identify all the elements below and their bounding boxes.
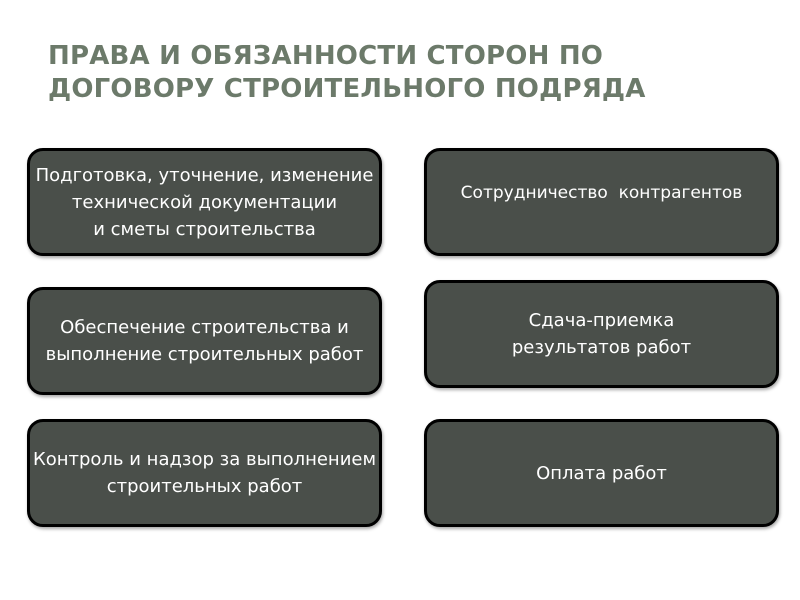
- box-control-supervision-line-2: строительных работ: [106, 476, 303, 497]
- slide-title: [48, 40, 768, 106]
- box-control-supervision: [27, 419, 382, 527]
- box-documentation-line-1: Подготовка, уточнение, изменение: [35, 164, 374, 186]
- box-payment-line-1: Оплата работ: [536, 462, 667, 484]
- box-cooperation-line-1: Сотрудничество контрагентов: [460, 183, 743, 203]
- box-documentation: [27, 148, 382, 256]
- box-acceptance: [424, 280, 779, 388]
- box-cooperation: [424, 148, 779, 256]
- box-construction-support-line-1: Обеспечение строительства и: [60, 317, 349, 338]
- slide-title-line-2: ДОГОВОРУ СТРОИТЕЛЬНОГО ПОДРЯДА: [48, 74, 646, 104]
- box-control-supervision-line-1: Контроль и надзор за выполнением: [32, 449, 377, 470]
- box-acceptance-line-1: Сдача-приемка: [528, 310, 675, 331]
- box-acceptance-line-2: результатов работ: [511, 337, 692, 358]
- box-payment: [424, 419, 779, 527]
- box-construction-support-line-2: выполнение строительных работ: [45, 344, 364, 365]
- box-documentation-line-3: и сметы строительства: [93, 218, 316, 240]
- box-documentation-line-2: технической документации: [71, 191, 338, 213]
- slide-title-line-1: ПРАВА И ОБЯЗАННОСТИ СТОРОН ПО: [48, 41, 604, 71]
- box-construction-support: [27, 287, 382, 395]
